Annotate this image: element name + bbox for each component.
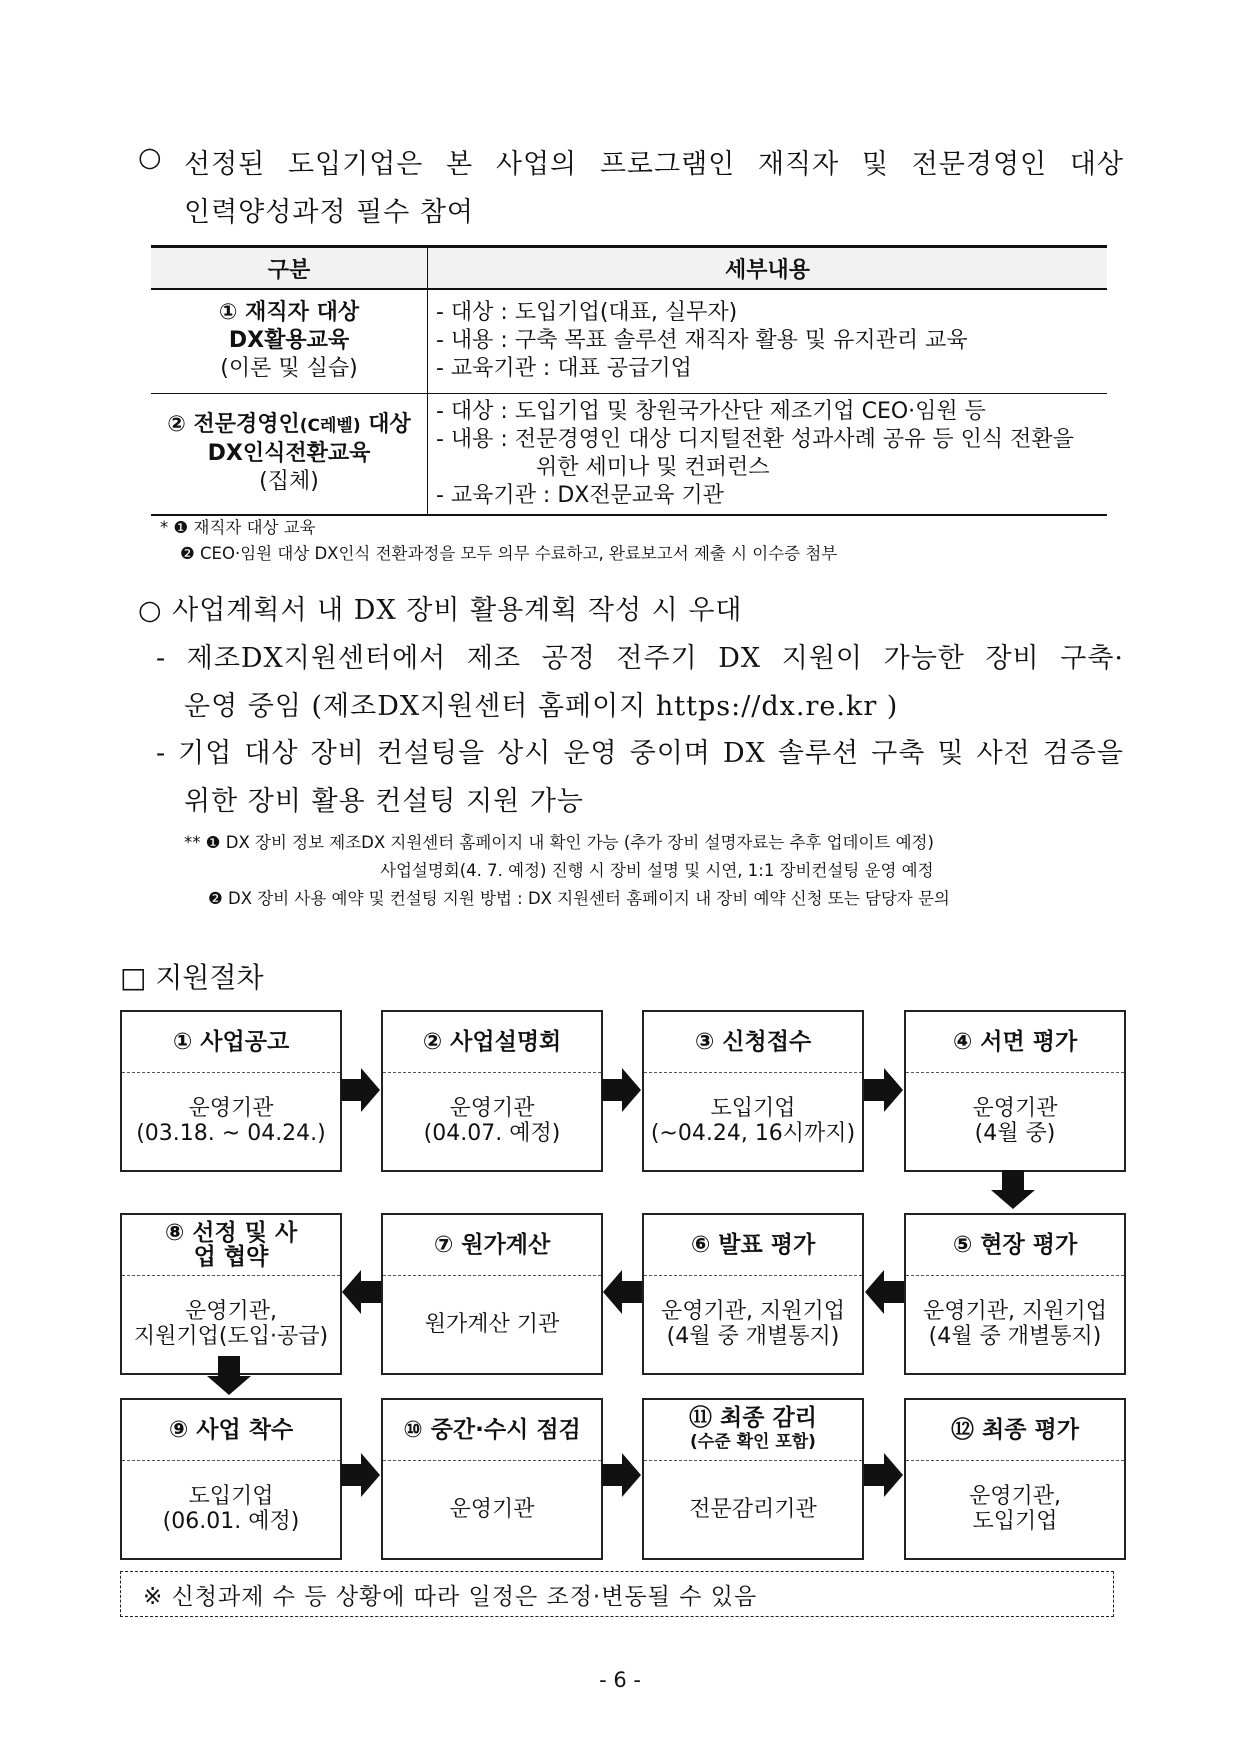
- arrow-right-icon: [864, 1453, 904, 1497]
- equip-note-1b: 사업설명회(4. 7. 예정) 진행 시 장비 설명 및 시연, 1:1 장비컨설팅 운영 예정: [380, 861, 934, 880]
- step-body: 운영기관: [449, 1496, 535, 1522]
- step-box: [120, 1398, 342, 1560]
- category-line: ① 재직자 대상: [218, 300, 360, 326]
- arrow-left-icon: [602, 1270, 642, 1314]
- category-line: DX활용교육: [228, 328, 350, 354]
- table-row: [151, 289, 1107, 393]
- step-body: 전문감리기관: [689, 1496, 817, 1522]
- detail-line: - 교육기관 : 대표 공급기업: [436, 356, 692, 382]
- step-title: ⑥ 발표 평가: [644, 1215, 862, 1276]
- table-cell-details: [428, 393, 1108, 515]
- detail-line: - 대상 : 도입기업 및 창원국가산단 제조기업 CEO·임원 등: [436, 398, 986, 424]
- step-title: ④ 서면 평가: [906, 1012, 1124, 1073]
- step-subtitle: (수준 확인 포함): [690, 1432, 816, 1452]
- intro-bullet: ○: [138, 142, 163, 173]
- step-body: 운영기관 (4월 중): [972, 1096, 1058, 1146]
- step-title: ⑨ 사업 착수: [122, 1400, 340, 1461]
- step-body: 운영기관, 지원기업 (4월 중 개별통지): [660, 1299, 845, 1349]
- arrow-down-icon: [207, 1356, 251, 1396]
- table-header-details: 세부내용: [428, 247, 1108, 290]
- arrow-right-icon: [864, 1068, 904, 1112]
- table-note-1: * ❶ 재직자 대상 교육: [160, 518, 316, 537]
- table-cell-category: [151, 289, 428, 393]
- equip-dash1-line2: 운영 중임 (제조DX지원센터 홈페이지 https://dx.re.kr ): [184, 691, 899, 722]
- page-number: - 6 -: [599, 1668, 641, 1692]
- category-line: ② 전문경영인(C레벨) 대상: [167, 412, 411, 438]
- arrow-right-icon: [341, 1068, 381, 1112]
- step-title: ⑫ 최종 평가: [906, 1400, 1124, 1461]
- step-box: [904, 1398, 1126, 1560]
- table-note-2: ❷ CEO·임원 대상 DX인식 전환과정을 모두 의무 수료하고, 완료보고서 제출 시 이수증 첨부: [180, 544, 838, 563]
- table-cell-category: [151, 393, 428, 515]
- schedule-notice: ※ 신청과제 수 등 상황에 따라 일정은 조정·변동될 수 있음: [120, 1571, 1114, 1617]
- step-body: 운영기관 (03.18. ~ 04.24.): [136, 1096, 326, 1146]
- step-body: 운영기관, 지원기업 (4월 중 개별통지): [922, 1299, 1107, 1349]
- table-row: [151, 393, 1107, 515]
- training-table: [151, 245, 1107, 516]
- equip-dash2-line2: 위한 장비 활용 컨설팅 지원 가능: [184, 786, 584, 817]
- detail-line: - 대상 : 도입기업(대표, 실무자): [436, 300, 738, 326]
- step-title: ② 사업설명회: [383, 1012, 601, 1073]
- step-box: [381, 1213, 603, 1375]
- table-header-category: 구분: [151, 247, 428, 290]
- step-body: 도입기업 (~04.24, 16시까지): [650, 1096, 856, 1146]
- step-box: [120, 1010, 342, 1172]
- arrow-right-icon: [602, 1068, 642, 1112]
- step-title: ⑪ 최종 감리 (수준 확인 포함): [644, 1400, 862, 1461]
- detail-line: - 내용 : 구축 목표 솔루션 재직자 활용 및 유지관리 교육: [436, 328, 968, 354]
- category-line: DX인식전환교육: [207, 441, 371, 467]
- step-box: [642, 1213, 864, 1375]
- arrow-right-icon: [341, 1453, 381, 1497]
- detail-line: - 내용 : 전문경영인 대상 디지털전환 성과사례 공유 등 인식 전환을 위한 세미나 및 컨퍼런스: [436, 426, 1074, 480]
- category-line: (이론 및 실습): [220, 356, 358, 382]
- step-title: ⑩ 중간·수시 점검: [383, 1400, 601, 1461]
- step-box: [642, 1010, 864, 1172]
- intro-line-2: 인력양성과정 필수 참여: [184, 197, 474, 228]
- step-title: ① 사업공고: [122, 1012, 340, 1073]
- procedure-heading: □ 지원절차: [120, 961, 264, 994]
- intro-line-1: 선정된 도입기업은 본 사업의 프로그램인 재직자 및 전문경영인 대상: [184, 149, 1124, 180]
- detail-line: - 교육기관 : DX전문교육 기관: [436, 482, 724, 508]
- step-box: [381, 1010, 603, 1172]
- step-box: [120, 1213, 342, 1375]
- step-body: 원가계산 기관: [424, 1311, 560, 1337]
- step-title: ⑤ 현장 평가: [906, 1215, 1124, 1276]
- table-cell-details: [428, 289, 1108, 393]
- step-title: ③ 신청접수: [644, 1012, 862, 1073]
- equip-dash2-line1: - 기업 대상 장비 컨설팅을 상시 운영 중이며 DX 솔루션 구축 및 사전 검증을: [156, 738, 1124, 769]
- step-body: 도입기업 (06.01. 예정): [162, 1484, 300, 1534]
- step-box: [642, 1398, 864, 1560]
- category-line: (집체): [259, 469, 319, 495]
- equip-dash1-line1: - 제조DX지원센터에서 제조 공정 전주기 DX 지원이 가능한 장비 구축·: [156, 643, 1124, 674]
- arrow-left-icon: [341, 1270, 381, 1314]
- step-box: [904, 1010, 1126, 1172]
- step-title: ⑧ 선정 및 사업 협약: [122, 1215, 340, 1276]
- arrow-right-icon: [602, 1453, 642, 1497]
- step-body: 운영기관, 도입기업: [968, 1484, 1061, 1534]
- step-box: [381, 1398, 603, 1560]
- arrow-down-icon: [991, 1170, 1035, 1210]
- equip-note-2: ❷ DX 장비 사용 예약 및 컨설팅 지원 방법 : DX 지원센터 홈페이지 내 장비 예약 신청 또는 담당자 문의: [208, 889, 950, 908]
- equip-bullet-line: ○ 사업계획서 내 DX 장비 활용계획 작성 시 우대: [138, 595, 743, 626]
- equip-note-1: ** ❶ DX 장비 정보 제조DX 지원센터 홈페이지 내 확인 가능 (추가 장비 설명자료는 추후 업데이트 예정): [184, 833, 934, 852]
- step-body: 운영기관, 지원기업(도입·공급): [133, 1299, 329, 1349]
- step-title: ⑦ 원가계산: [383, 1215, 601, 1276]
- arrow-left-icon: [864, 1270, 904, 1314]
- step-body: 운영기관 (04.07. 예정): [423, 1096, 561, 1146]
- step-box: [904, 1213, 1126, 1375]
